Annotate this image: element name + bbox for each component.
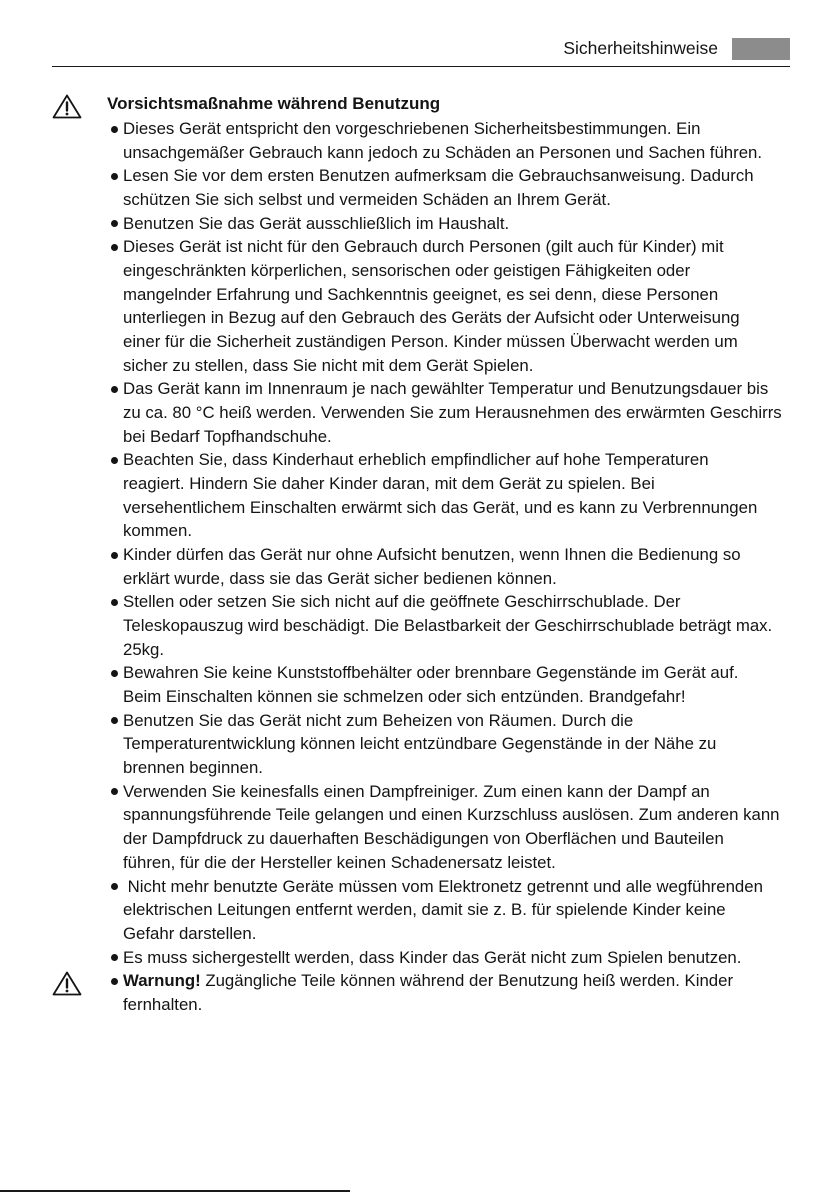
- bullet-icon: [111, 978, 118, 985]
- warning-text: Zugängliche Teile können während der Benutzung heiß werden. Kinder: [200, 971, 734, 991]
- bullet-icon: [111, 670, 118, 677]
- list-item: [123, 875, 823, 946]
- safety-instructions-list: [123, 117, 823, 1017]
- bullet-icon: [111, 386, 118, 393]
- text-line: Benutzen Sie das Gerät ausschließlich im Haushalt.: [123, 213, 510, 233]
- text-line: Verwenden Sie keinesfalls einen Dampfreiniger. Zum einen kann der Dampf an: [123, 781, 710, 801]
- bullet-icon: [111, 173, 118, 180]
- page-header-title: Sicherheitshinweise: [563, 38, 718, 58]
- list-item: [123, 235, 823, 377]
- bullet-icon: [111, 220, 118, 227]
- footer-divider: [0, 1190, 350, 1192]
- list-item: [123, 590, 823, 661]
- bullet-icon: [111, 457, 118, 464]
- section-heading: Vorsichtsmaßnahme während Benutzung: [107, 94, 441, 113]
- text-line: Bewahren Sie keine Kunststoffbehälter oder brennbare Gegenstände im Gerät auf.: [123, 663, 739, 683]
- text-line: eingeschränkten körperlichen, sensorischen oder geistigen Fähigkeiten oder: [123, 261, 691, 281]
- text-line: Temperaturentwicklung können leicht entzündbare Gegenstände in der Nähe zu: [123, 734, 717, 754]
- bullet-icon: [111, 244, 118, 251]
- text-line: versehentlichem Einschalten erwärmt sich das Gerät, und es kann zu Verbrennungen: [123, 497, 758, 517]
- text-line: brennen beginnen.: [123, 758, 263, 778]
- text-line: unterliegen in Bezug auf den Gebrauch des Geräts der Aufsicht oder Unterweisung: [123, 308, 740, 328]
- list-item: [123, 448, 823, 543]
- text-line: erklärt wurde, dass sie das Gerät sicher bedienen können.: [123, 568, 557, 588]
- text-line: Dieses Gerät ist nicht für den Gebrauch durch Personen (gilt auch für Kinder) mit: [123, 237, 724, 257]
- list-item: [123, 946, 823, 970]
- bullet-icon: [111, 717, 118, 724]
- text-line: spannungsführende Teile gelangen und einen Kurzschluss auslösen. Zum anderen kann: [123, 805, 780, 825]
- text-line: führen, für die der Hersteller keinen Schadenersatz leistet.: [123, 852, 556, 872]
- header-marker-box: [732, 38, 790, 60]
- text-line: Es muss sichergestellt werden, dass Kinder das Gerät nicht zum Spielen benutzen.: [123, 947, 742, 967]
- list-item: [123, 117, 823, 164]
- text-line: Nicht mehr benutzte Geräte müssen vom Elektronetz getrennt und alle wegführenden: [123, 876, 763, 896]
- bullet-icon: [111, 126, 118, 133]
- text-line: Dieses Gerät entspricht den vorgeschriebenen Sicherheitsbestimmungen. Ein: [123, 119, 701, 138]
- text-line: reagiert. Hindern Sie daher Kinder daran, mit dem Gerät zu spielen. Bei: [123, 474, 655, 494]
- bullet-icon: [111, 552, 118, 559]
- text-line: kommen.: [123, 521, 193, 541]
- text-line: Kinder dürfen das Gerät nur ohne Aufsicht benutzen, wenn Ihnen die Bedienung so: [123, 545, 741, 565]
- text-line: Das Gerät kann im Innenraum je nach gewählter Temperatur und Benutzungsdauer bis: [123, 379, 769, 399]
- bullet-icon: [111, 954, 118, 961]
- text-line: mangelnder Erfahrung und Sachkenntnis geeignet, es sei denn, diese Personen: [123, 284, 719, 304]
- text-line: zu ca. 80 °C heiß werden. Verwenden Sie zum Herausnehmen des erwärmten Geschirrs: [123, 403, 782, 423]
- bullet-icon: [111, 788, 118, 795]
- text-line: Beachten Sie, dass Kinderhaut erheblich empfindlicher auf hohe Temperaturen: [123, 450, 709, 470]
- text-line: unsachgemäßer Gebrauch kann jedoch zu Schäden an Personen und Sachen führen.: [123, 142, 763, 162]
- list-item: [123, 780, 823, 875]
- text-line: Lesen Sie vor dem ersten Benutzen aufmerksam die Gebrauchsanweisung. Dadurch: [123, 166, 754, 186]
- header-divider: [52, 66, 790, 67]
- text-line: Stellen oder setzen Sie sich nicht auf die geöffnete Geschirrschublade. Der: [123, 592, 681, 612]
- text-line: einer für die Sicherheit zuständigen Person. Kinder müssen Überwacht werden um: [123, 332, 738, 352]
- text-line: [123, 969, 823, 993]
- list-item: [123, 212, 823, 236]
- text-line: Beim Einschalten können sie schmelzen oder sich entzünden. Brandgefahr!: [123, 687, 686, 707]
- text-line: elektrischen Leitungen entfernt werden, damit sie z. B. für spielende Kinder keine: [123, 900, 726, 920]
- text-line: Teleskopauszug wird beschädigt. Die Belastbarkeit der Geschirrschublade beträgt max.: [123, 616, 773, 636]
- text-line: sicher zu stellen, dass Sie nicht mit dem Gerät Spielen.: [123, 355, 534, 375]
- list-item: [123, 164, 823, 211]
- text-line: fernhalten.: [123, 994, 203, 1014]
- warning-triangle-icon: [52, 94, 82, 119]
- text-line: bei Bedarf Topfhandschuhe.: [123, 426, 332, 446]
- text-line: Gefahr darstellen.: [123, 923, 257, 943]
- bullet-icon: [111, 599, 118, 606]
- list-item: [123, 709, 823, 780]
- warning-triangle-icon: [52, 971, 82, 996]
- list-item: [123, 377, 823, 448]
- text-line: Benutzen Sie das Gerät nicht zum Beheizen von Räumen. Durch die: [123, 710, 634, 730]
- list-item: [123, 661, 823, 708]
- list-item: [123, 543, 823, 590]
- text-line: 25kg.: [123, 639, 165, 659]
- text-line: schützen Sie sich selbst und vermeiden Schäden an Ihrem Gerät.: [123, 190, 611, 210]
- warning-list-item: [123, 969, 823, 1016]
- warning-label: Warnung!: [123, 971, 201, 991]
- bullet-icon: [111, 883, 118, 890]
- text-line: der Dampfdruck zu dauerhaften Beschädigungen von Oberflächen und Bauteilen: [123, 829, 724, 849]
